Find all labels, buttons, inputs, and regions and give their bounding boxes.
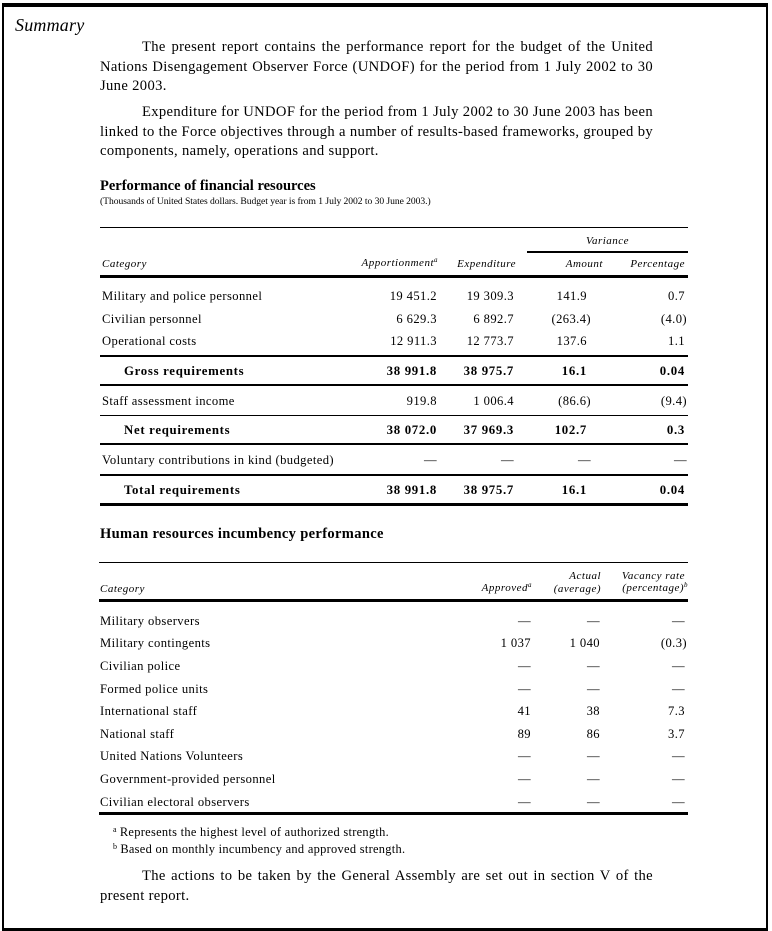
fin-row-percentage: 0.04 bbox=[659, 483, 685, 497]
hr-row-approved: — bbox=[518, 749, 531, 763]
fin-row-category: Voluntary contributions in kind (budgeted) bbox=[102, 453, 335, 467]
fin-row-expenditure: 6 892.7 bbox=[473, 312, 514, 326]
hr-row-approved: 1 037 bbox=[500, 636, 531, 650]
table-rule bbox=[100, 384, 688, 386]
fin-row-percentage: 0.7 bbox=[668, 289, 685, 303]
footnote-b: $^b$ Based on monthly incumbency and approved strength. bbox=[113, 842, 406, 856]
hr-row-vacancy: — bbox=[672, 795, 685, 809]
fin-row-amount: 137.6 bbox=[556, 334, 587, 348]
hr-row-category: International staff bbox=[100, 704, 198, 718]
fin-row-expenditure: 38 975.7 bbox=[463, 483, 514, 497]
table-rule bbox=[99, 562, 688, 563]
hr-row-actual: — bbox=[587, 749, 600, 763]
header-percentage: Percentage bbox=[630, 258, 685, 270]
hr-row-actual: — bbox=[587, 659, 600, 673]
fin-row-apportionment: 12 911.3 bbox=[390, 334, 437, 348]
hr-table-title: Human resources incumbency performance bbox=[100, 526, 384, 542]
variance-rule bbox=[527, 251, 688, 253]
hr-row-actual: — bbox=[587, 614, 600, 628]
table-bottom-rule bbox=[100, 503, 688, 506]
fin-row-percentage: 1.1 bbox=[668, 334, 685, 348]
header-apportionment: Apportionment$^a$ bbox=[361, 256, 438, 269]
table-rule bbox=[100, 355, 688, 357]
hr-row-approved: — bbox=[518, 659, 531, 673]
fin-row-category: Staff assessment income bbox=[102, 394, 235, 408]
hr-row-actual: — bbox=[587, 795, 600, 809]
fin-row-amount: 16.1 bbox=[561, 364, 587, 378]
fin-row-apportionment: 38 991.8 bbox=[386, 364, 437, 378]
hr-header-actual: Actual bbox=[569, 570, 601, 582]
fin-row-category: Net requirements bbox=[124, 423, 231, 437]
hr-row-vacancy: — bbox=[672, 682, 685, 696]
fin-row-amount: 102.7 bbox=[554, 423, 587, 437]
fin-row-amount: — bbox=[578, 453, 591, 467]
fin-row-percentage: (9.4) bbox=[660, 394, 687, 408]
hr-row-category: Formed police units bbox=[100, 682, 209, 696]
table-rule bbox=[100, 227, 688, 228]
hr-row-approved: 41 bbox=[517, 704, 531, 718]
fin-row-amount: (263.4) bbox=[551, 312, 591, 326]
fin-row-apportionment: 19 451.2 bbox=[389, 289, 437, 303]
hr-row-approved: — bbox=[518, 614, 531, 628]
hr-row-category: United Nations Volunteers bbox=[100, 749, 244, 763]
fin-row-expenditure: 19 309.3 bbox=[466, 289, 514, 303]
table-rule bbox=[100, 474, 688, 476]
hr-row-approved: — bbox=[518, 772, 531, 786]
hr-row-actual: 1 040 bbox=[569, 636, 600, 650]
table-bottom-rule bbox=[99, 812, 688, 815]
fin-row-apportionment: 919.8 bbox=[406, 394, 437, 408]
fin-row-expenditure: — bbox=[501, 453, 514, 467]
hr-row-vacancy: — bbox=[672, 749, 685, 763]
hr-row-vacancy: 7.3 bbox=[668, 704, 685, 718]
header-rule bbox=[99, 599, 688, 602]
hr-row-vacancy: — bbox=[672, 614, 685, 628]
header-variance: Variance bbox=[585, 235, 630, 247]
fin-row-percentage: 0.04 bbox=[659, 364, 685, 378]
fin-row-percentage: — bbox=[674, 453, 687, 467]
closing-paragraph: The actions to be taken by the General Assembly are set out in section V of the present report. bbox=[100, 868, 653, 904]
header-category: Category bbox=[102, 258, 147, 270]
fin-row-category: Gross requirements bbox=[124, 364, 245, 378]
fin-row-percentage: 0.3 bbox=[666, 423, 685, 437]
fin-row-expenditure: 12 773.7 bbox=[466, 334, 514, 348]
fin-row-category: Military and police personnel bbox=[102, 289, 263, 303]
fin-row-expenditure: 1 006.4 bbox=[473, 394, 514, 408]
hr-row-actual: — bbox=[587, 772, 600, 786]
hr-row-vacancy: (0.3) bbox=[660, 636, 687, 650]
hr-row-approved: 89 bbox=[517, 727, 531, 741]
fin-row-expenditure: 37 969.3 bbox=[463, 423, 514, 437]
fin-row-amount: 16.1 bbox=[561, 483, 587, 497]
hr-row-actual: 38 bbox=[586, 704, 600, 718]
table-rule bbox=[100, 415, 688, 416]
fin-row-apportionment: 6 629.3 bbox=[396, 312, 437, 326]
hr-row-category: Civilian electoral observers bbox=[100, 795, 250, 809]
fin-row-apportionment: — bbox=[424, 453, 437, 467]
table-rule bbox=[100, 443, 688, 445]
header-expenditure: Expenditure bbox=[457, 258, 516, 270]
hr-header-approved: Approved$^a$ bbox=[481, 581, 532, 594]
summary-paragraph-1: The present report contains the performance report for the budget of the United Nations Disengagement Observer Force (UNDOF) for the period from 1 July 2002 to 30 June 2003. bbox=[100, 39, 653, 94]
hr-row-approved: — bbox=[518, 795, 531, 809]
hr-row-actual: — bbox=[587, 682, 600, 696]
summary-paragraph-2: Expenditure for UNDOF for the period from 1 July 2002 to 30 June 2003 has been linked to the Force objectives through a number of results-based frameworks, grouped by components, namely, operations and support. bbox=[100, 104, 653, 159]
fin-row-amount: (86.6) bbox=[558, 394, 591, 408]
hr-row-category: Military contingents bbox=[100, 636, 211, 650]
hr-row-category: National staff bbox=[100, 727, 175, 741]
summary-heading: Summary bbox=[15, 15, 85, 35]
header-amount: Amount bbox=[565, 258, 603, 270]
fin-row-expenditure: 38 975.7 bbox=[463, 364, 514, 378]
hr-row-vacancy: — bbox=[672, 659, 685, 673]
footnote-a: $^a$ Represents the highest level of authorized strength. bbox=[113, 825, 390, 839]
fin-row-percentage: (4.0) bbox=[660, 312, 687, 326]
hr-row-category: Civilian police bbox=[100, 659, 181, 673]
fin-row-apportionment: 38 072.0 bbox=[386, 423, 437, 437]
hr-header-category: Category bbox=[100, 583, 145, 595]
hr-row-vacancy: — bbox=[672, 772, 685, 786]
header-rule bbox=[100, 275, 688, 278]
hr-row-category: Military observers bbox=[100, 614, 200, 628]
fin-row-apportionment: 38 991.8 bbox=[386, 483, 437, 497]
fin-row-amount: 141.9 bbox=[556, 289, 587, 303]
fin-row-category: Total requirements bbox=[124, 483, 241, 497]
financial-table-subtitle: (Thousands of United States dollars. Budget year is from 1 July 2002 to 30 June 2003.) bbox=[100, 196, 431, 207]
hr-header-vacancy-sub: (percentage)$^b$ bbox=[622, 581, 688, 594]
hr-row-category: Government-provided personnel bbox=[100, 772, 276, 786]
fin-row-category: Operational costs bbox=[102, 334, 197, 348]
hr-row-vacancy: 3.7 bbox=[668, 727, 685, 741]
fin-row-category: Civilian personnel bbox=[102, 312, 202, 326]
hr-header-vacancy: Vacancy rate bbox=[621, 570, 685, 582]
hr-header-actual-sub: (average) bbox=[553, 583, 601, 595]
financial-table-title: Performance of financial resources bbox=[100, 178, 316, 194]
hr-row-actual: 86 bbox=[586, 727, 600, 741]
hr-row-approved: — bbox=[518, 682, 531, 696]
